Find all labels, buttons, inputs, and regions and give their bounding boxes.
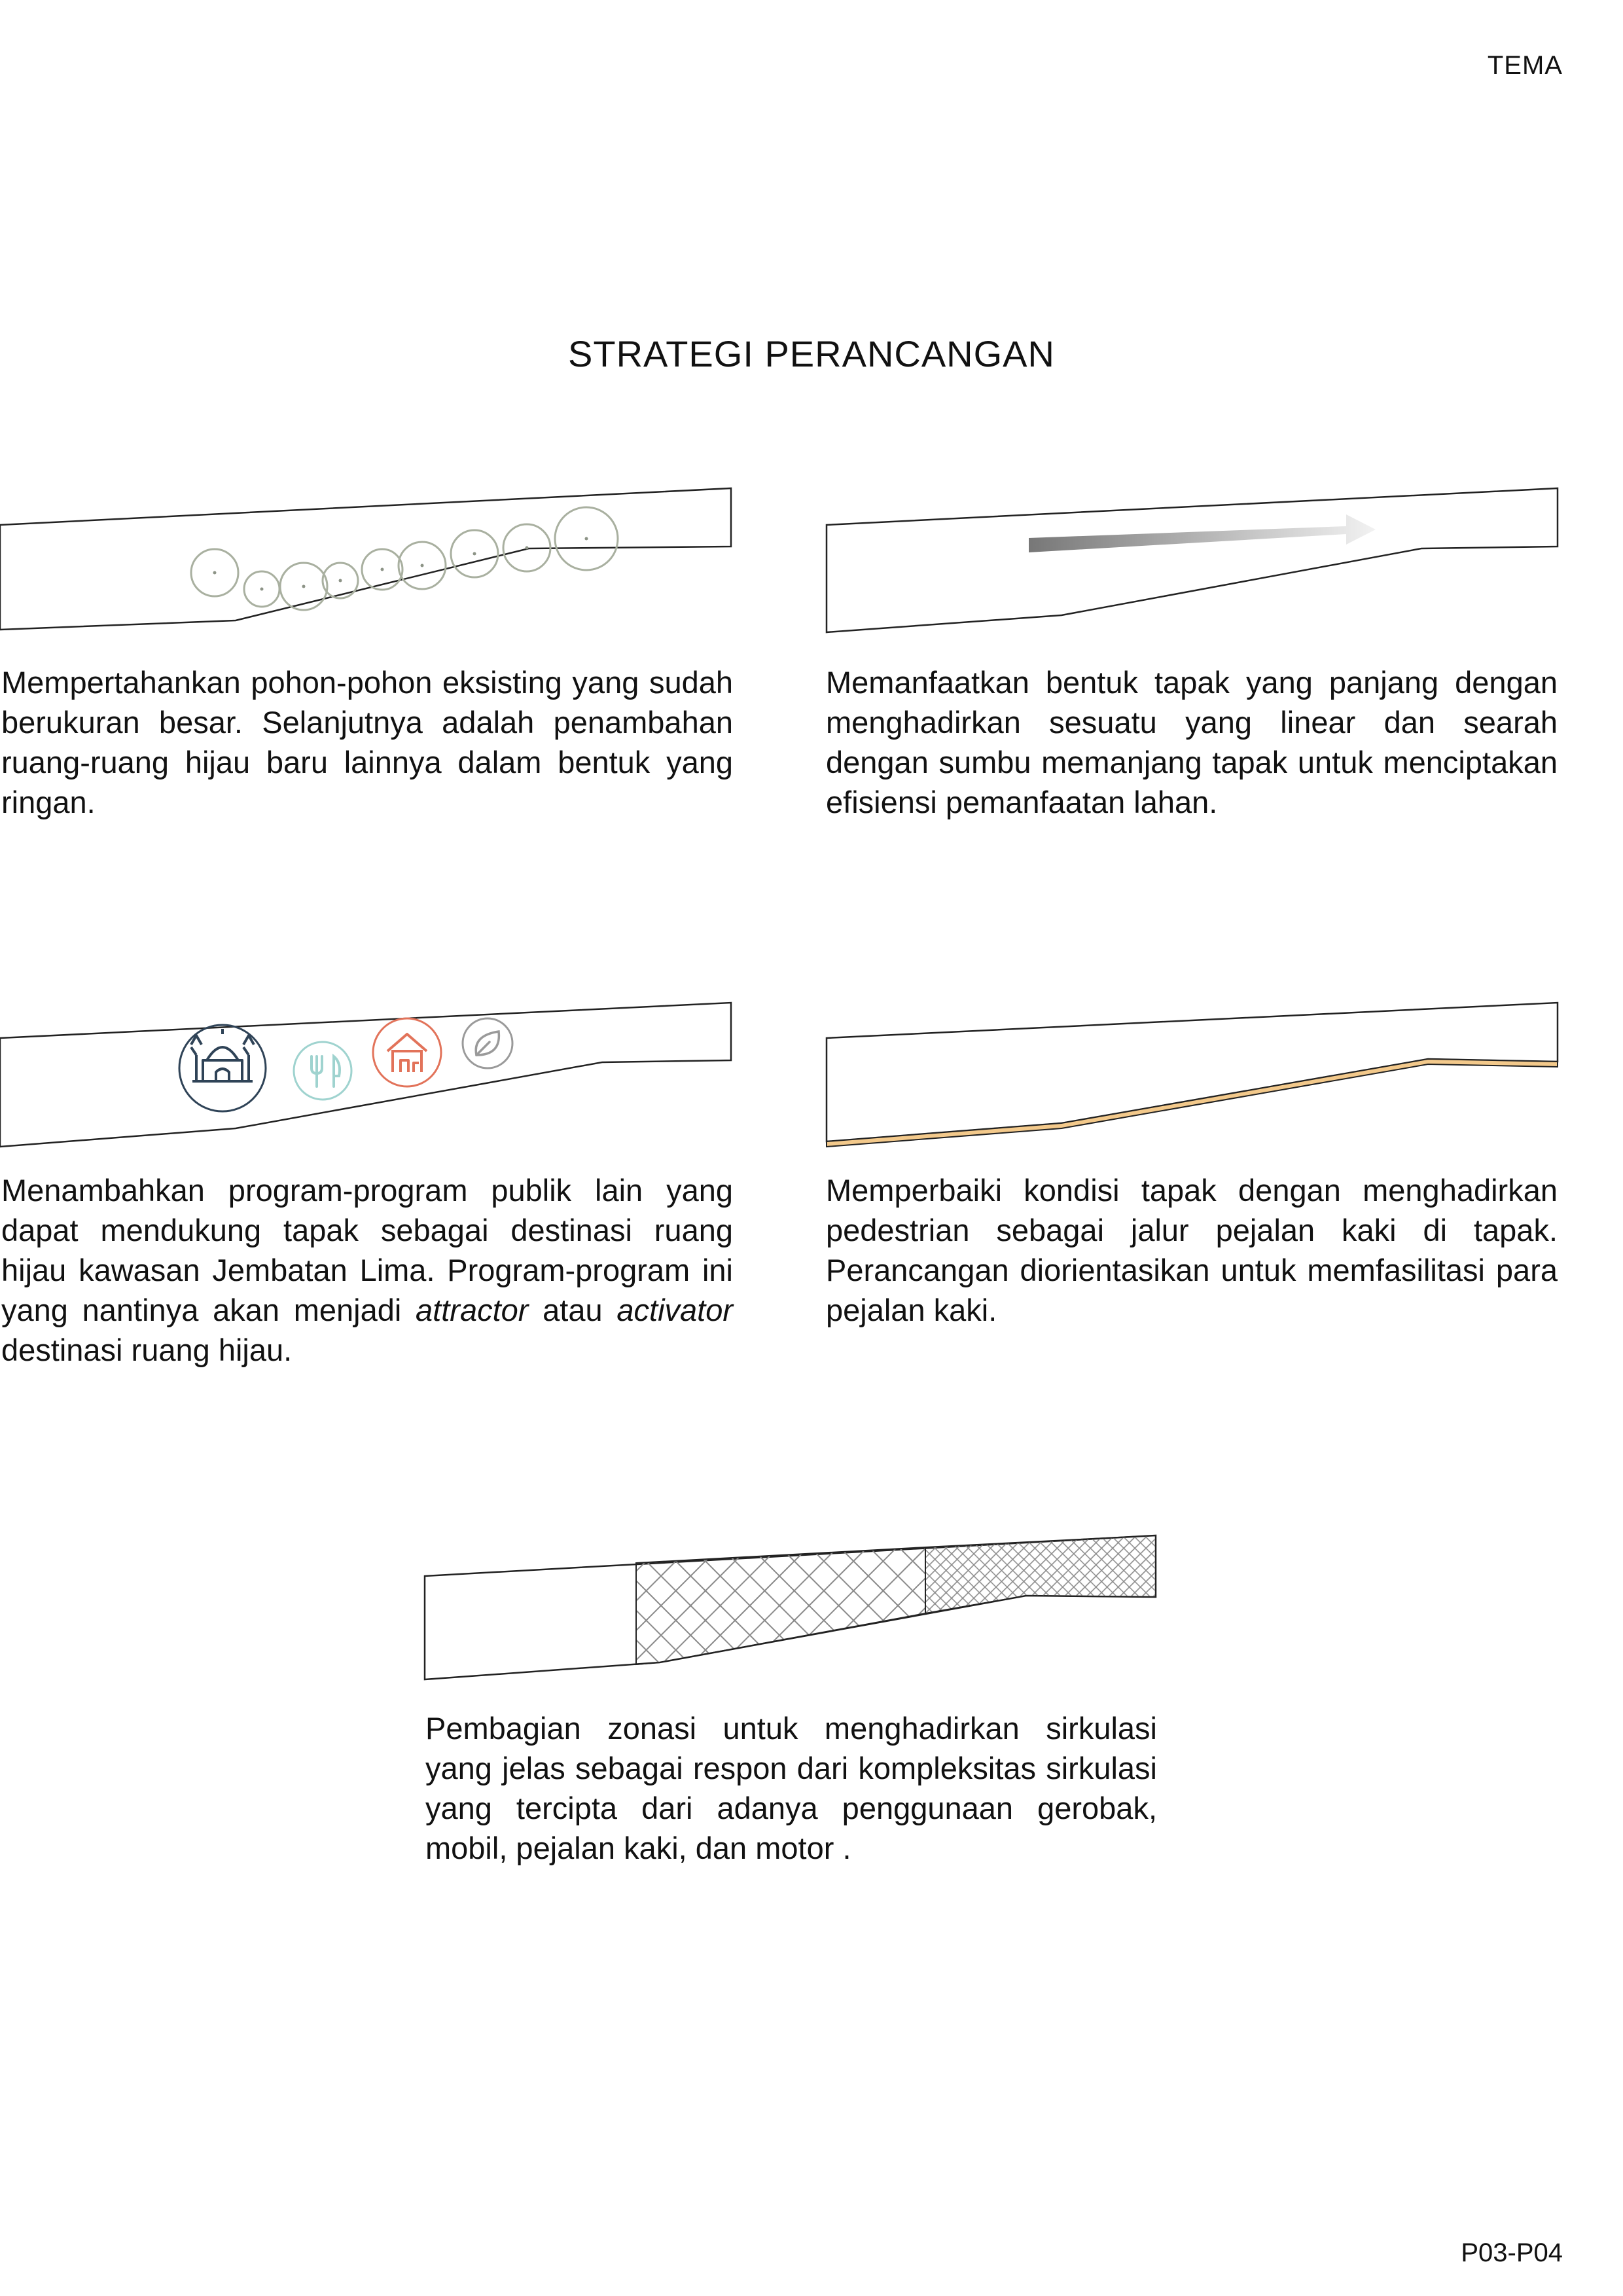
site-diagram-trees: [0, 484, 733, 635]
zone-cross-hatch: [636, 1547, 925, 1664]
attractor-term: attractor: [416, 1293, 529, 1327]
strategy-text-pedestrian: Memperbaiki kondisi tapak dengan menghadirkan pedestrian sebagai jalur pejalan kaki di tapak. Perancangan diorientasikan untuk memfasilitasi para pejalan kaki.: [826, 1173, 1558, 1327]
page-number: P03-P04: [1461, 2238, 1563, 2267]
site-diagram-linear: [826, 484, 1565, 635]
site-diagram-pedestrian: [826, 995, 1565, 1152]
strategy-text-zoning: Pembagian zonasi untuk menghadirkan sirkulasi yang jelas sebagai respon dari kompleksitas sirkulasi yang tercipta dari adanya penggunaan gerobak, mobil, pejalan kaki, dan motor .: [425, 1711, 1157, 1865]
strategy-text-trees: Mempertahankan pohon-pohon eksisting yang sudah berukuran besar. Selanjutnya adalah penambahan ruang-ruang hijau baru lainnya dalam bentuk yang ringan.: [1, 665, 733, 819]
zone-fine-hatch: [925, 1535, 1156, 1613]
page-title: STRATEGI PERANCANGAN: [568, 333, 1055, 374]
site-diagram-zoning: [424, 1532, 1164, 1689]
strategy-text-linear: Memanfaatkan bentuk tapak yang panjang dengan menghadirkan sesuatu yang linear dan searah dengan sumbu memanjang tapak untuk menciptakan efisiensi pemanfaatan lahan.: [826, 665, 1558, 819]
strategy-text-programs: Menambahkan program-program publik lain yang dapat mendukung tapak sebagai destinasi ruang hijau kawasan Jembatan Lima. Program-program ini yang nantinya akan menjadi attractor atau activator destinasi ruang hijau.: [1, 1173, 734, 1367]
activator-term: activator: [616, 1293, 734, 1327]
section-label: TEMA: [1487, 51, 1563, 80]
site-diagram-programs: [0, 995, 733, 1152]
